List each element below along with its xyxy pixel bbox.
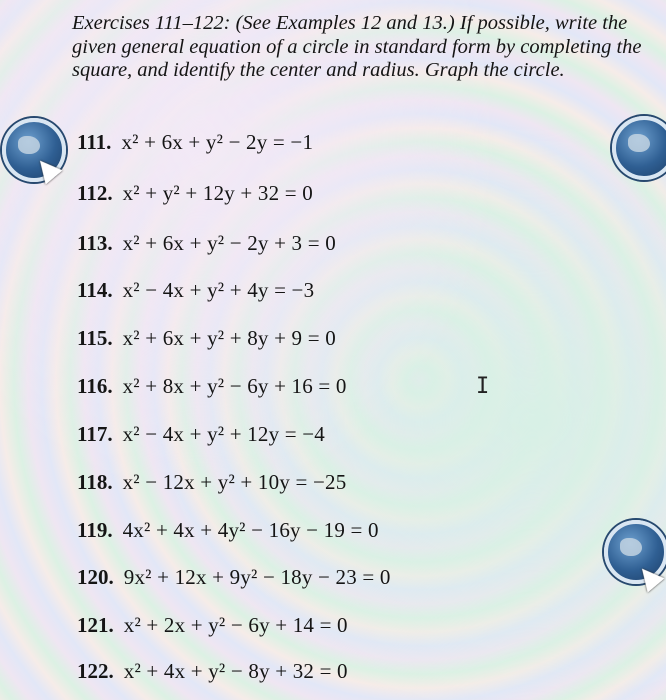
text-cursor-icon: I: [476, 374, 490, 399]
problem-equation: x² + 4x + y² − 8y + 32 = 0: [123, 659, 348, 683]
problem-number: 116.: [77, 374, 113, 398]
problem-equation: x² − 4x + y² + 12y = −4: [122, 422, 326, 446]
problem-number: 119.: [77, 518, 113, 542]
problem-112[interactable]: [77, 178, 313, 208]
problem-number: 113.: [77, 231, 113, 255]
problem-equation: x² + y² + 12y + 32 = 0: [122, 181, 313, 205]
problem-number: 117.: [77, 422, 113, 446]
problem-number: 114.: [77, 278, 113, 302]
problem-111[interactable]: [77, 127, 313, 157]
problem-119[interactable]: [77, 515, 379, 545]
problem-equation: 4x² + 4x + 4y² − 16y − 19 = 0: [122, 518, 379, 542]
problem-equation: x² + 6x + y² − 2y + 3 = 0: [122, 231, 336, 255]
problem-equation: x² + 6x + y² + 8y + 9 = 0: [122, 326, 336, 350]
globe-icon[interactable]: [612, 116, 666, 180]
problem-equation: x² + 2x + y² − 6y + 14 = 0: [123, 613, 348, 637]
problem-number: 112.: [77, 181, 113, 205]
problem-number: 115.: [77, 326, 113, 350]
problem-114[interactable]: [77, 275, 314, 305]
problem-number: 120.: [77, 565, 114, 589]
problem-equation: x² + 8x + y² − 6y + 16 = 0: [122, 374, 347, 398]
problem-122[interactable]: [77, 656, 348, 686]
exercise-instructions-text: If possible, write the given general equation of a circle in standard form by completing the square, and identify the center and radius. Graph the circle.: [72, 12, 642, 81]
problem-120[interactable]: [77, 562, 391, 592]
exercise-range-heading: Exercises 111–122: (See Examples 12 and 13.): [72, 12, 455, 34]
problem-number: 121.: [77, 613, 114, 637]
problem-number: 111.: [77, 130, 112, 154]
problem-number: 122.: [77, 659, 114, 683]
problem-121[interactable]: [77, 610, 348, 640]
problem-number: 118.: [77, 470, 113, 494]
problem-117[interactable]: [77, 419, 325, 449]
problem-equation: 9x² + 12x + 9y² − 18y − 23 = 0: [123, 565, 391, 589]
problem-115[interactable]: [77, 323, 336, 353]
exercise-instructions: [72, 12, 652, 83]
problem-116[interactable]: [77, 371, 347, 401]
problem-113[interactable]: [77, 228, 336, 258]
problem-equation: x² + 6x + y² − 2y = −1: [121, 130, 314, 154]
problem-equation: x² − 4x + y² + 4y = −3: [122, 278, 315, 302]
problem-118[interactable]: [77, 467, 346, 497]
problem-equation: x² − 12x + y² + 10y = −25: [122, 470, 347, 494]
